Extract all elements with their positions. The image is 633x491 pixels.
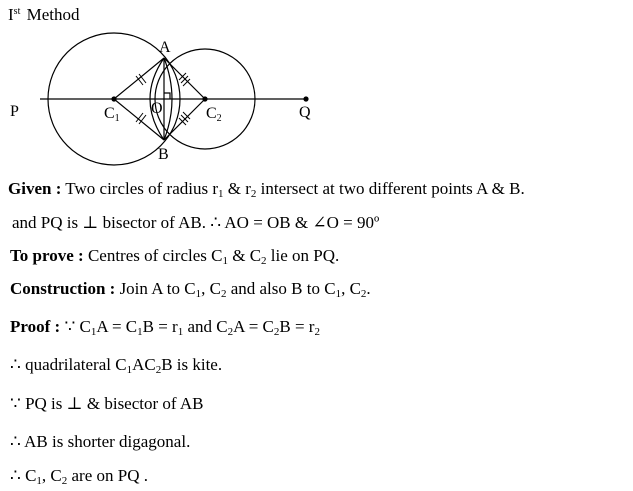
heading-word: Method — [26, 5, 80, 24]
kite-line: ∴ quadrilateral $C_1AC_2B$ is kite. — [10, 355, 223, 376]
segment-c1-a — [114, 58, 164, 99]
construction-label: Construction : — [10, 279, 116, 298]
to-prove-label: To prove : — [10, 246, 84, 265]
geometry-figure — [0, 0, 633, 175]
given-line-2: and PQ is ⊥ bisector of AB. ∴ AO = OB & ∠O = 90º — [12, 213, 380, 232]
construction-line: Construction : Join A to $C_1$, $C_2$ and also B to $C_1$, $C_2$. — [10, 279, 371, 300]
ab-line: ∴ AB is shorter digagonal. — [10, 432, 191, 451]
label-q: Q — [299, 104, 311, 121]
proof-line: Proof : ∵ $C_1A = C_1B = r_1$ and $C_2A = C_2B = r_2$ — [10, 317, 320, 338]
given-label: Given : — [8, 179, 62, 198]
given-line: Given : Two circles of radius $r_1$ & $r_2$ intersect at two different points A & B. — [8, 179, 525, 200]
label-b: B — [158, 146, 169, 163]
to-prove-line: To prove : Centres of circles $C_1$ & $C_2$ lie on PQ. — [10, 246, 340, 267]
point-q — [303, 96, 308, 101]
heading-ordinal-suffix: st — [13, 6, 21, 17]
label-a: A — [159, 39, 171, 56]
heading-ordinal: I — [8, 5, 14, 24]
pq-line: ∵ PQ is ⊥ & bisector of AB — [10, 394, 204, 413]
point-c1 — [111, 96, 116, 101]
label-o: O — [151, 100, 163, 117]
right-angle-mark — [164, 93, 170, 99]
proof-label: Proof : — [10, 317, 61, 336]
label-c1: C1 — [104, 105, 120, 124]
label-c2: C2 — [206, 105, 222, 124]
point-c2 — [202, 96, 207, 101]
label-p: P — [10, 103, 19, 120]
conclusion-line: ∴ $C_1$, $C_2$ are on PQ . — [10, 466, 148, 487]
